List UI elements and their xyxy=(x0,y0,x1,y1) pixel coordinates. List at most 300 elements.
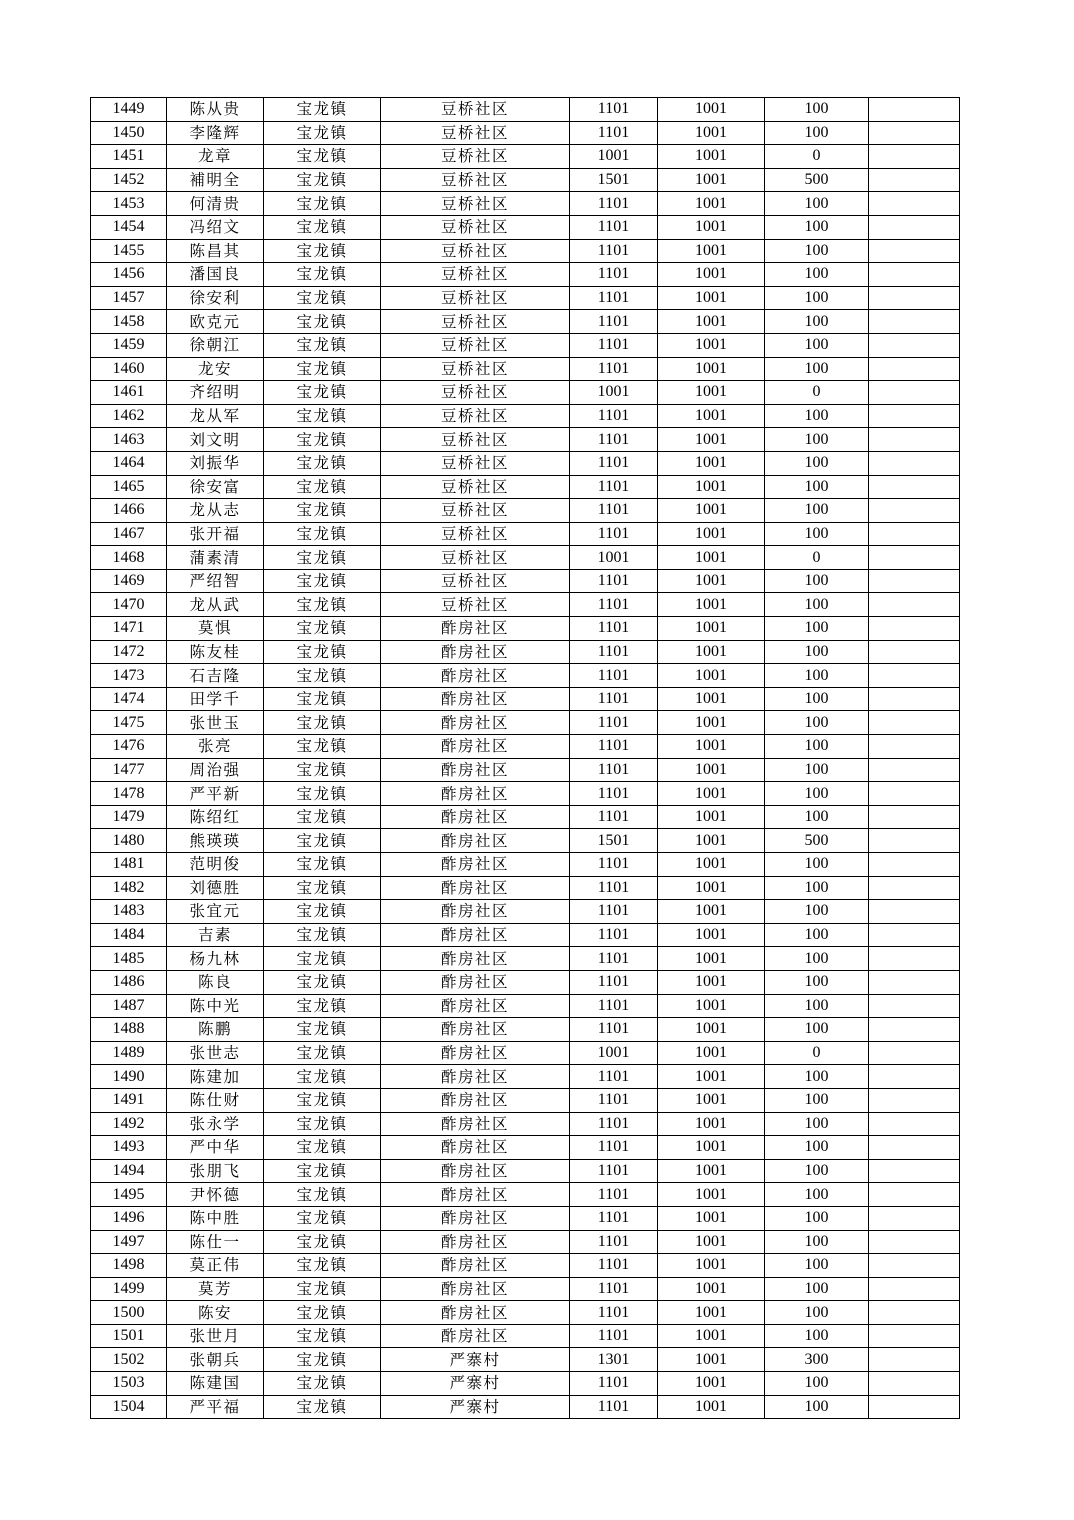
code2-cell: 1001 xyxy=(658,1348,765,1372)
note-cell xyxy=(869,381,960,405)
town-cell: 宝龙镇 xyxy=(264,1206,381,1230)
table-row xyxy=(91,617,960,641)
town-cell: 宝龙镇 xyxy=(264,404,381,428)
community-cell: 豆桥社区 xyxy=(381,286,570,310)
code-cell: 1101 xyxy=(570,1324,658,1348)
amount-cell: 100 xyxy=(765,239,869,263)
code-cell: 1101 xyxy=(570,923,658,947)
community-cell: 酢房社区 xyxy=(381,1065,570,1089)
community-cell: 酢房社区 xyxy=(381,876,570,900)
code2-cell: 1001 xyxy=(658,970,765,994)
amount-cell: 100 xyxy=(765,923,869,947)
code2-cell: 1001 xyxy=(658,1112,765,1136)
table-row xyxy=(91,168,960,192)
table-row xyxy=(91,593,960,617)
code2-cell: 1001 xyxy=(658,1159,765,1183)
name-cell: 刘德胜 xyxy=(167,876,264,900)
amount-cell: 100 xyxy=(765,1112,869,1136)
code-cell: 1101 xyxy=(570,1136,658,1160)
code2-cell: 1001 xyxy=(658,664,765,688)
community-cell: 酢房社区 xyxy=(381,735,570,759)
community-cell: 酢房社区 xyxy=(381,1301,570,1325)
note-cell xyxy=(869,404,960,428)
code2-cell: 1001 xyxy=(658,451,765,475)
amount-cell: 100 xyxy=(765,1088,869,1112)
community-cell: 酢房社区 xyxy=(381,1159,570,1183)
code2-cell: 1001 xyxy=(658,263,765,287)
community-cell: 严寨村 xyxy=(381,1348,570,1372)
town-cell: 宝龙镇 xyxy=(264,1277,381,1301)
note-cell xyxy=(869,1159,960,1183)
amount-cell: 100 xyxy=(765,522,869,546)
note-cell xyxy=(869,1136,960,1160)
table-row xyxy=(91,357,960,381)
code2-cell: 1001 xyxy=(658,475,765,499)
table-row xyxy=(91,286,960,310)
amount-cell: 500 xyxy=(765,829,869,853)
name-cell: 田学千 xyxy=(167,687,264,711)
town-cell: 宝龙镇 xyxy=(264,1018,381,1042)
community-cell: 酢房社区 xyxy=(381,923,570,947)
name-cell: 補明全 xyxy=(167,168,264,192)
note-cell xyxy=(869,98,960,122)
town-cell: 宝龙镇 xyxy=(264,475,381,499)
amount-cell: 0 xyxy=(765,145,869,169)
code2-cell: 1001 xyxy=(658,1254,765,1278)
table-row xyxy=(91,546,960,570)
table-row xyxy=(91,1254,960,1278)
amount-cell: 100 xyxy=(765,853,869,877)
note-cell xyxy=(869,1018,960,1042)
name-cell: 张世月 xyxy=(167,1324,264,1348)
note-cell xyxy=(869,546,960,570)
note-cell xyxy=(869,357,960,381)
name-cell: 蒲素清 xyxy=(167,546,264,570)
seq-cell: 1498 xyxy=(91,1254,167,1278)
code-cell: 1101 xyxy=(570,970,658,994)
table-row xyxy=(91,735,960,759)
name-cell: 何清贵 xyxy=(167,192,264,216)
code2-cell: 1001 xyxy=(658,1041,765,1065)
community-cell: 酢房社区 xyxy=(381,900,570,924)
community-cell: 酢房社区 xyxy=(381,1254,570,1278)
name-cell: 熊瑛瑛 xyxy=(167,829,264,853)
amount-cell: 100 xyxy=(765,947,869,971)
community-cell: 豆桥社区 xyxy=(381,98,570,122)
table-row xyxy=(91,687,960,711)
table-row xyxy=(91,900,960,924)
table-row xyxy=(91,310,960,334)
name-cell: 吉素 xyxy=(167,923,264,947)
community-cell: 豆桥社区 xyxy=(381,546,570,570)
code2-cell: 1001 xyxy=(658,1018,765,1042)
community-cell: 酢房社区 xyxy=(381,1088,570,1112)
seq-cell: 1495 xyxy=(91,1183,167,1207)
amount-cell: 100 xyxy=(765,404,869,428)
community-cell: 酢房社区 xyxy=(381,1183,570,1207)
town-cell: 宝龙镇 xyxy=(264,1301,381,1325)
name-cell: 严中华 xyxy=(167,1136,264,1160)
community-cell: 酢房社区 xyxy=(381,758,570,782)
amount-cell: 100 xyxy=(765,286,869,310)
seq-cell: 1454 xyxy=(91,215,167,239)
seq-cell: 1500 xyxy=(91,1301,167,1325)
table-row xyxy=(91,192,960,216)
seq-cell: 1504 xyxy=(91,1395,167,1419)
seq-cell: 1461 xyxy=(91,381,167,405)
table-row xyxy=(91,923,960,947)
note-cell xyxy=(869,782,960,806)
name-cell: 龙从军 xyxy=(167,404,264,428)
note-cell xyxy=(869,1041,960,1065)
amount-cell: 100 xyxy=(765,970,869,994)
town-cell: 宝龙镇 xyxy=(264,1088,381,1112)
note-cell xyxy=(869,994,960,1018)
note-cell xyxy=(869,1088,960,1112)
code-cell: 1101 xyxy=(570,215,658,239)
note-cell xyxy=(869,1395,960,1419)
code-cell: 1101 xyxy=(570,711,658,735)
code2-cell: 1001 xyxy=(658,876,765,900)
community-cell: 酢房社区 xyxy=(381,1136,570,1160)
code-cell: 1001 xyxy=(570,1041,658,1065)
amount-cell: 100 xyxy=(765,499,869,523)
table-row xyxy=(91,782,960,806)
note-cell xyxy=(869,1065,960,1089)
seq-cell: 1475 xyxy=(91,711,167,735)
amount-cell: 100 xyxy=(765,475,869,499)
town-cell: 宝龙镇 xyxy=(264,121,381,145)
code-cell: 1101 xyxy=(570,1254,658,1278)
table-row xyxy=(91,1088,960,1112)
amount-cell: 100 xyxy=(765,1183,869,1207)
community-cell: 酢房社区 xyxy=(381,711,570,735)
town-cell: 宝龙镇 xyxy=(264,593,381,617)
code2-cell: 1001 xyxy=(658,546,765,570)
amount-cell: 100 xyxy=(765,1395,869,1419)
table-row xyxy=(91,994,960,1018)
name-cell: 张世玉 xyxy=(167,711,264,735)
community-cell: 豆桥社区 xyxy=(381,499,570,523)
data-table xyxy=(90,97,960,1419)
community-cell: 豆桥社区 xyxy=(381,333,570,357)
name-cell: 陈友桂 xyxy=(167,640,264,664)
name-cell: 陈建国 xyxy=(167,1372,264,1396)
code-cell: 1101 xyxy=(570,286,658,310)
code-cell: 1101 xyxy=(570,1301,658,1325)
amount-cell: 100 xyxy=(765,1159,869,1183)
amount-cell: 100 xyxy=(765,805,869,829)
table-row xyxy=(91,569,960,593)
code2-cell: 1001 xyxy=(658,735,765,759)
town-cell: 宝龙镇 xyxy=(264,1372,381,1396)
community-cell: 豆桥社区 xyxy=(381,451,570,475)
note-cell xyxy=(869,1254,960,1278)
town-cell: 宝龙镇 xyxy=(264,758,381,782)
community-cell: 酢房社区 xyxy=(381,947,570,971)
seq-cell: 1456 xyxy=(91,263,167,287)
seq-cell: 1451 xyxy=(91,145,167,169)
name-cell: 杨九林 xyxy=(167,947,264,971)
name-cell: 冯绍文 xyxy=(167,215,264,239)
community-cell: 酢房社区 xyxy=(381,805,570,829)
community-cell: 酢房社区 xyxy=(381,853,570,877)
community-cell: 酢房社区 xyxy=(381,640,570,664)
code2-cell: 1001 xyxy=(658,947,765,971)
code-cell: 1101 xyxy=(570,404,658,428)
code-cell: 1101 xyxy=(570,428,658,452)
name-cell: 严平福 xyxy=(167,1395,264,1419)
code-cell: 1101 xyxy=(570,569,658,593)
seq-cell: 1471 xyxy=(91,617,167,641)
community-cell: 酢房社区 xyxy=(381,617,570,641)
name-cell: 莫芳 xyxy=(167,1277,264,1301)
code2-cell: 1001 xyxy=(658,711,765,735)
community-cell: 豆桥社区 xyxy=(381,475,570,499)
table-row xyxy=(91,428,960,452)
seq-cell: 1477 xyxy=(91,758,167,782)
seq-cell: 1462 xyxy=(91,404,167,428)
community-cell: 酢房社区 xyxy=(381,1324,570,1348)
community-cell: 酢房社区 xyxy=(381,782,570,806)
table-row xyxy=(91,853,960,877)
name-cell: 潘国良 xyxy=(167,263,264,287)
table-row xyxy=(91,1065,960,1089)
community-cell: 酢房社区 xyxy=(381,1230,570,1254)
table-row xyxy=(91,1277,960,1301)
amount-cell: 100 xyxy=(765,263,869,287)
town-cell: 宝龙镇 xyxy=(264,876,381,900)
code-cell: 1101 xyxy=(570,475,658,499)
town-cell: 宝龙镇 xyxy=(264,687,381,711)
code2-cell: 1001 xyxy=(658,1088,765,1112)
name-cell: 陈仕财 xyxy=(167,1088,264,1112)
seq-cell: 1491 xyxy=(91,1088,167,1112)
note-cell xyxy=(869,310,960,334)
amount-cell: 100 xyxy=(765,310,869,334)
note-cell xyxy=(869,829,960,853)
amount-cell: 100 xyxy=(765,876,869,900)
community-cell: 酢房社区 xyxy=(381,664,570,688)
note-cell xyxy=(869,617,960,641)
seq-cell: 1455 xyxy=(91,239,167,263)
name-cell: 陈中光 xyxy=(167,994,264,1018)
amount-cell: 100 xyxy=(765,1254,869,1278)
code2-cell: 1001 xyxy=(658,640,765,664)
town-cell: 宝龙镇 xyxy=(264,1324,381,1348)
note-cell xyxy=(869,593,960,617)
seq-cell: 1449 xyxy=(91,98,167,122)
seq-cell: 1466 xyxy=(91,499,167,523)
seq-cell: 1468 xyxy=(91,546,167,570)
town-cell: 宝龙镇 xyxy=(264,947,381,971)
name-cell: 莫正伟 xyxy=(167,1254,264,1278)
table-row xyxy=(91,640,960,664)
community-cell: 酢房社区 xyxy=(381,687,570,711)
town-cell: 宝龙镇 xyxy=(264,923,381,947)
code2-cell: 1001 xyxy=(658,357,765,381)
code-cell: 1101 xyxy=(570,900,658,924)
seq-cell: 1450 xyxy=(91,121,167,145)
note-cell xyxy=(869,569,960,593)
table-row xyxy=(91,333,960,357)
table-row xyxy=(91,1159,960,1183)
code2-cell: 1001 xyxy=(658,900,765,924)
code-cell: 1001 xyxy=(570,381,658,405)
code-cell: 1101 xyxy=(570,121,658,145)
community-cell: 酢房社区 xyxy=(381,1041,570,1065)
amount-cell: 100 xyxy=(765,1206,869,1230)
table-body xyxy=(91,98,960,1419)
table-row xyxy=(91,1041,960,1065)
town-cell: 宝龙镇 xyxy=(264,1112,381,1136)
amount-cell: 100 xyxy=(765,121,869,145)
town-cell: 宝龙镇 xyxy=(264,286,381,310)
town-cell: 宝龙镇 xyxy=(264,664,381,688)
amount-cell: 100 xyxy=(765,1277,869,1301)
code2-cell: 1001 xyxy=(658,145,765,169)
community-cell: 酢房社区 xyxy=(381,1112,570,1136)
amount-cell: 0 xyxy=(765,1041,869,1065)
code2-cell: 1001 xyxy=(658,569,765,593)
code2-cell: 1001 xyxy=(658,853,765,877)
seq-cell: 1469 xyxy=(91,569,167,593)
code2-cell: 1001 xyxy=(658,333,765,357)
amount-cell: 100 xyxy=(765,1301,869,1325)
seq-cell: 1473 xyxy=(91,664,167,688)
note-cell xyxy=(869,1348,960,1372)
name-cell: 陈鹏 xyxy=(167,1018,264,1042)
code2-cell: 1001 xyxy=(658,1324,765,1348)
code-cell: 1101 xyxy=(570,1372,658,1396)
note-cell xyxy=(869,451,960,475)
note-cell xyxy=(869,853,960,877)
seq-cell: 1460 xyxy=(91,357,167,381)
town-cell: 宝龙镇 xyxy=(264,333,381,357)
code-cell: 1101 xyxy=(570,1088,658,1112)
code-cell: 1101 xyxy=(570,617,658,641)
code-cell: 1101 xyxy=(570,1183,658,1207)
seq-cell: 1482 xyxy=(91,876,167,900)
name-cell: 张永学 xyxy=(167,1112,264,1136)
note-cell xyxy=(869,947,960,971)
code-cell: 1101 xyxy=(570,263,658,287)
code-cell: 1101 xyxy=(570,735,658,759)
amount-cell: 100 xyxy=(765,1018,869,1042)
name-cell: 周治强 xyxy=(167,758,264,782)
table-row xyxy=(91,98,960,122)
code2-cell: 1001 xyxy=(658,98,765,122)
community-cell: 豆桥社区 xyxy=(381,263,570,287)
code2-cell: 1001 xyxy=(658,239,765,263)
code-cell: 1101 xyxy=(570,664,658,688)
community-cell: 豆桥社区 xyxy=(381,215,570,239)
table-row xyxy=(91,1395,960,1419)
table-row xyxy=(91,1372,960,1396)
note-cell xyxy=(869,333,960,357)
town-cell: 宝龙镇 xyxy=(264,1041,381,1065)
seq-cell: 1480 xyxy=(91,829,167,853)
seq-cell: 1458 xyxy=(91,310,167,334)
code-cell: 1101 xyxy=(570,1206,658,1230)
amount-cell: 100 xyxy=(765,758,869,782)
town-cell: 宝龙镇 xyxy=(264,499,381,523)
name-cell: 陈中胜 xyxy=(167,1206,264,1230)
code2-cell: 1001 xyxy=(658,168,765,192)
amount-cell: 100 xyxy=(765,687,869,711)
note-cell xyxy=(869,239,960,263)
seq-cell: 1457 xyxy=(91,286,167,310)
note-cell xyxy=(869,1230,960,1254)
note-cell xyxy=(869,1183,960,1207)
community-cell: 严寨村 xyxy=(381,1395,570,1419)
name-cell: 刘振华 xyxy=(167,451,264,475)
table-row xyxy=(91,1183,960,1207)
table-row xyxy=(91,805,960,829)
name-cell: 龙从志 xyxy=(167,499,264,523)
amount-cell: 100 xyxy=(765,1324,869,1348)
note-cell xyxy=(869,121,960,145)
seq-cell: 1494 xyxy=(91,1159,167,1183)
town-cell: 宝龙镇 xyxy=(264,640,381,664)
town-cell: 宝龙镇 xyxy=(264,310,381,334)
note-cell xyxy=(869,168,960,192)
community-cell: 豆桥社区 xyxy=(381,121,570,145)
code-cell: 1101 xyxy=(570,192,658,216)
name-cell: 龙从武 xyxy=(167,593,264,617)
name-cell: 石吉隆 xyxy=(167,664,264,688)
community-cell: 豆桥社区 xyxy=(381,404,570,428)
town-cell: 宝龙镇 xyxy=(264,546,381,570)
note-cell xyxy=(869,215,960,239)
amount-cell: 100 xyxy=(765,900,869,924)
table-row xyxy=(91,451,960,475)
seq-cell: 1467 xyxy=(91,522,167,546)
town-cell: 宝龙镇 xyxy=(264,98,381,122)
town-cell: 宝龙镇 xyxy=(264,145,381,169)
note-cell xyxy=(869,970,960,994)
seq-cell: 1493 xyxy=(91,1136,167,1160)
amount-cell: 100 xyxy=(765,192,869,216)
town-cell: 宝龙镇 xyxy=(264,569,381,593)
code-cell: 1001 xyxy=(570,546,658,570)
community-cell: 酢房社区 xyxy=(381,1018,570,1042)
name-cell: 李隆辉 xyxy=(167,121,264,145)
community-cell: 严寨村 xyxy=(381,1372,570,1396)
code2-cell: 1001 xyxy=(658,758,765,782)
name-cell: 陈从贵 xyxy=(167,98,264,122)
town-cell: 宝龙镇 xyxy=(264,239,381,263)
code2-cell: 1001 xyxy=(658,286,765,310)
code-cell: 1101 xyxy=(570,310,658,334)
community-cell: 酢房社区 xyxy=(381,829,570,853)
name-cell: 尹怀德 xyxy=(167,1183,264,1207)
note-cell xyxy=(869,1324,960,1348)
table-row xyxy=(91,1136,960,1160)
name-cell: 张亮 xyxy=(167,735,264,759)
code2-cell: 1001 xyxy=(658,192,765,216)
amount-cell: 100 xyxy=(765,357,869,381)
name-cell: 欧克元 xyxy=(167,310,264,334)
code-cell: 1101 xyxy=(570,687,658,711)
code-cell: 1301 xyxy=(570,1348,658,1372)
code2-cell: 1001 xyxy=(658,923,765,947)
note-cell xyxy=(869,1112,960,1136)
name-cell: 龙章 xyxy=(167,145,264,169)
seq-cell: 1487 xyxy=(91,994,167,1018)
code-cell: 1101 xyxy=(570,239,658,263)
code2-cell: 1001 xyxy=(658,404,765,428)
